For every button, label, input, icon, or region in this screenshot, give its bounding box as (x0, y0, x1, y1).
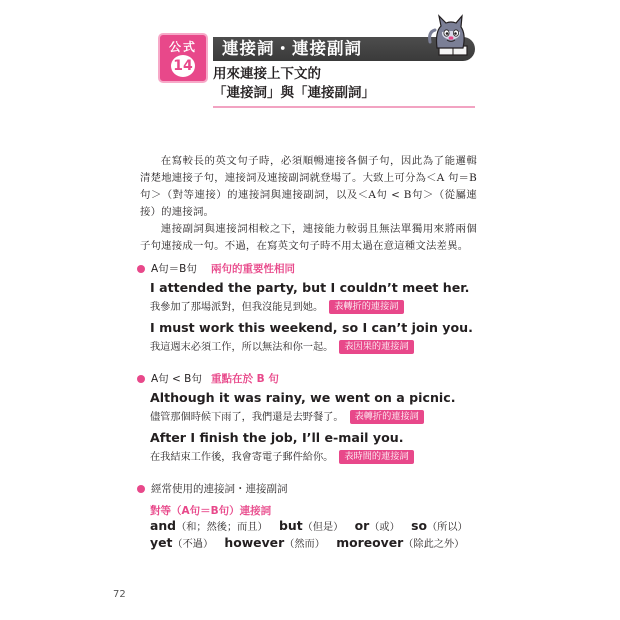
badge-label: 公式 (168, 40, 197, 54)
word: moreover (336, 535, 404, 550)
intro-paragraph-2: 連接副詞與連接詞相較之下，連接能力較弱且無法單獨用來將兩個子句連接成一句。不過，在寫英文句子時不用太過在意這種文法差異。 (140, 223, 477, 252)
section-label: A句＝B句 (151, 263, 197, 275)
bullet-dot (137, 265, 145, 273)
word-row (150, 535, 472, 550)
word: and (150, 518, 177, 533)
section-label: A句 < B句 (151, 373, 202, 385)
subtitle-rule (213, 106, 475, 108)
example-sentence-en: I attended the party, but I couldn’t meet her. (150, 280, 470, 295)
page-number: 72 (113, 589, 126, 600)
translation: 我參加了那場派對，但我沒能見到她。 (150, 302, 324, 313)
grammar-tag: 表轉折的連接詞 (329, 300, 403, 314)
word: but (279, 518, 303, 533)
section-note: 重點在於 B 句 (211, 373, 279, 385)
word-gloss: （除此之外） (403, 539, 465, 550)
section-label: 經常使用的連接詞・連接副詞 (151, 483, 288, 495)
word-gloss: （或） (369, 522, 400, 533)
example-sentence-en: After I finish the job, I’ll e-mail you. (150, 430, 404, 445)
reading-cat-icon (425, 12, 473, 58)
bullet-dot (137, 375, 145, 383)
word-gloss: （和；然後；而且） (176, 522, 268, 533)
subtitle-line-1: 用來連接上下文的 (213, 66, 321, 82)
word: however (224, 535, 285, 550)
word: so (411, 518, 427, 533)
word-gloss: （然而） (284, 539, 325, 550)
example-sentence-zh (150, 408, 424, 424)
example-sentence-en: I must work this weekend, so I can’t join you. (150, 320, 473, 335)
translation: 我這週末必須工作，所以無法和你一起。 (150, 342, 334, 353)
word-gloss: （所以） (426, 522, 468, 533)
word-gloss: （不過） (172, 539, 214, 550)
subtitle (213, 65, 475, 103)
grammar-tag: 表時間的連接詞 (339, 450, 413, 464)
bullet-dot (137, 485, 145, 493)
word: yet (150, 535, 173, 550)
translation: 在我結束工作後，我會寄電子郵件給你。 (150, 452, 334, 463)
example-sentence-zh (150, 298, 404, 314)
grammar-tag: 表轉折的連接詞 (350, 410, 424, 424)
example-sentence-zh (150, 448, 414, 464)
word-row (150, 518, 476, 533)
example-sentence-en: Although it was rainy, we went on a picnic. (150, 390, 456, 405)
example-sentence-zh (150, 338, 414, 354)
word: or (354, 518, 370, 533)
word-gloss: （但是） (302, 522, 344, 533)
grammar-tag: 表因果的連接詞 (339, 340, 413, 354)
subtitle-line-2: 「連接詞」與「連接副詞」 (213, 85, 375, 101)
list-heading: 對等（A句＝B句）連接詞 (150, 505, 272, 517)
translation: 儘管那個時候下雨了，我們還是去野餐了。 (150, 412, 344, 423)
page-title: 連接詞・連接副詞 (222, 39, 362, 58)
intro-paragraph-1: 在寫較長的英文句子時，必須順暢連接各個子句，因此為了能邏輯清楚地連接子句，連接詞及連接副詞就登場了。大致上可分為＜A 句＝B 句＞（對等連接）的連接詞與連接副詞，以及＜A句 < B句＞（從屬連接）的連接詞。 (140, 155, 477, 218)
section-note: 兩句的重要性相同 (211, 263, 295, 275)
badge-number: 14 (171, 55, 195, 77)
